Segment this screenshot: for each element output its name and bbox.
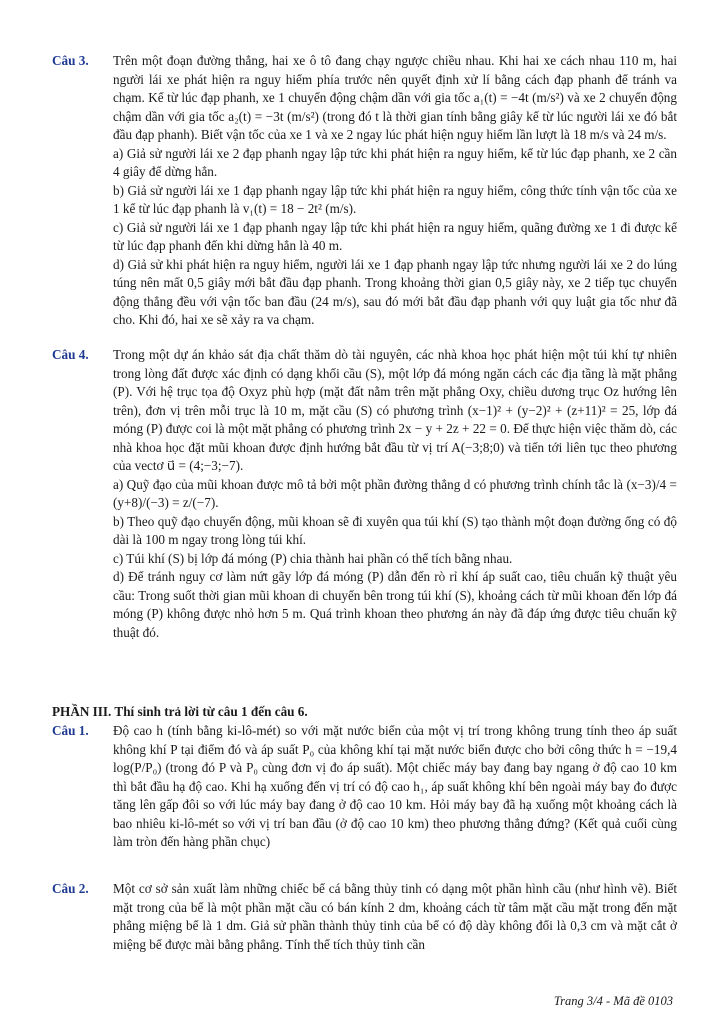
question-3	[52, 52, 677, 330]
option-b: b) Giả sử người lái xe 1 đạp phanh ngay lập tức khi phát hiện ra nguy hiểm, công thức tính vận tốc của xe 1 kể từ lúc đạp phanh là v₁(t) = 18 − 2t² (m/s).	[113, 182, 677, 216]
question-label: Câu 4.	[52, 347, 89, 362]
option-d: d) Để tránh nguy cơ làm nứt gãy lớp đá móng (P) dẫn đến rò rỉ khí áp suất cao, tiêu chuẩn kỹ thuật yêu cầu: Trong suốt thời gian mũi khoan di chuyển bên trong túi khí (S), khoảng cách từ mũi khoan đến lớp đá móng (P) không được nhỏ hơn 5 m. Quá trình khoan theo phương án này đã đáp ứng được tiêu chuẩn kỹ thuật đó.	[113, 569, 677, 640]
section-title: PHẦN III. Thí sinh trả lời từ câu 1 đến câu 6.	[52, 704, 308, 719]
part3-question-2	[52, 880, 677, 954]
question-stem: Trong một dự án khảo sát địa chất thăm dò tài nguyên, các nhà khoa học phát hiện một túi khí tự nhiên trong lòng đất được xác định có dạng khối cầu (S), một lớp đá móng ngăn cách các địa tầng là mặt phẳng (P). Với hệ trục tọa độ Oxyz phù hợp (mặt đất nằm trên mặt phẳng Oxy, chiều dương trục Oz hướng lên trên), đơn vị trên mỗi trục là 10 m, mặt cầu (S) có phương trình (x−1)² + (y−2)² + (z+11)² = 25, lớp đá móng (P) được coi là một mặt phẳng có phương trình 2x − y + 2z + 22 = 0. Để thực hiện việc thăm dò, các nhà khoa học đặt mũi khoan được định hướng bắt đầu từ vị trí A(−3;8;0) và tiến tới liên tục theo phương của vectơ u⃗ = (4;−3;−7).	[113, 347, 677, 473]
option-a: a) Giả sử người lái xe 2 đạp phanh ngay lập tức khi phát hiện ra nguy hiểm, kể từ lúc đạp phanh, xe 2 cần 4 giây để dừng hẳn.	[113, 145, 677, 179]
question-label: Câu 2.	[52, 881, 89, 896]
question-stem: Một cơ sở sản xuất làm những chiếc bể cá bằng thủy tinh có dạng một phần hình cầu (như hình vẽ). Biết mặt trong của bể là một phần mặt cầu có bán kính 2 dm, khoảng cách từ tâm mặt cầu mặt trong đến mặt phẳng miệng bể là 1 dm. Giả sử phần thành thủy tinh của bể có độ dày không đổi là 0,3 cm và mặt cắt ở miệng bể được mài bằng phẳng. Tính thể tích thủy tinh cần	[113, 881, 677, 952]
option-d: d) Giả sử khi phát hiện ra nguy hiểm, người lái xe 1 đạp phanh ngay lập tức nhưng người lái xe 2 do lúng túng nên mất 0,5 giây mới bắt đầu đạp phanh. Trong khoảng thời gian 0,5 giây này, xe 2 tiếp tục chuyển động thẳng đều với vận tốc ban đầu (24 m/s), sau đó mới bắt đầu đạp phanh với quy luật gia tốc như đã cho. Khi đó, hai xe sẽ xảy ra va chạm.	[113, 256, 677, 327]
option-c: c) Túi khí (S) bị lớp đá móng (P) chia thành hai phần có thể tích bằng nhau.	[113, 550, 513, 566]
option-b: b) Theo quỹ đạo chuyển động, mũi khoan sẽ đi xuyên qua túi khí (S) tạo thành một đoạn đường ống có độ dài là 100 m ngay trong lòng túi khí.	[113, 513, 677, 547]
question-label: Câu 3.	[52, 53, 89, 68]
page-footer: Trang 3/4 - Mã đề 0103	[553, 994, 673, 1008]
question-label: Câu 1.	[52, 723, 89, 738]
option-a: a) Quỹ đạo của mũi khoan được mô tả bởi một phần đường thẳng d có phương trình chính tắc là (x−3)/4 = (y+8)/(−3) = z/(−7).	[113, 476, 677, 510]
question-stem: Độ cao h (tính bằng ki-lô-mét) so với mặt nước biển của một vị trí trong không trung tính theo áp suất không khí P tại điểm đó và áp suất P₀ của không khí tại mặt nước biển được cho bởi công thức h = −19,4 log(P/P₀) (trong đó P và P₀ cùng đơn vị đo áp suất). Một chiếc máy bay đang bay ngang ở độ cao 10 km thì bắt đầu hạ độ cao. Khi hạ xuống đến vị trí có độ cao h₁, áp suất không khí bên ngoài máy bay đo được tăng lên gấp đôi so với lúc máy bay đang ở độ cao 10 km. Hỏi máy bay đã hạ xuống một khoảng cách là bao nhiêu ki-lô-mét so với vị trí ban đầu (ở độ cao 10 km) theo phương thẳng đứng? (Kết quả cuối cùng làm tròn đến hàng phần chục)	[113, 723, 677, 849]
question-stem: Trên một đoạn đường thẳng, hai xe ô tô đang chạy ngược chiều nhau. Khi hai xe cách nhau 110 m, hai người lái xe phát hiện ra nguy hiểm phía trước nên quyết định xử lí bằng cách đạp phanh để tránh va chạm. Kể từ lúc đạp phanh, xe 1 chuyển động chậm dần với gia tốc a₁(t) = −4t (m/s²) và xe 2 chuyển động chậm dần với gia tốc a₂(t) = −3t (m/s²) (trong đó t là thời gian tính bằng giây kể từ lúc người lái xe đó bắt đầu đạp phanh). Biết vận tốc của xe 1 và xe 2 ngay lúc phát hiện nguy hiểm lần lượt là 18 m/s và 24 m/s.	[113, 53, 677, 142]
option-c: c) Giả sử người lái xe 1 đạp phanh ngay lập tức khi phát hiện ra nguy hiểm, quãng đường xe 1 đi được kể từ lúc đạp phanh đến khi dừng hẳn là 40 m.	[113, 219, 677, 253]
question-4	[52, 346, 677, 642]
part3-question-1	[52, 722, 677, 852]
